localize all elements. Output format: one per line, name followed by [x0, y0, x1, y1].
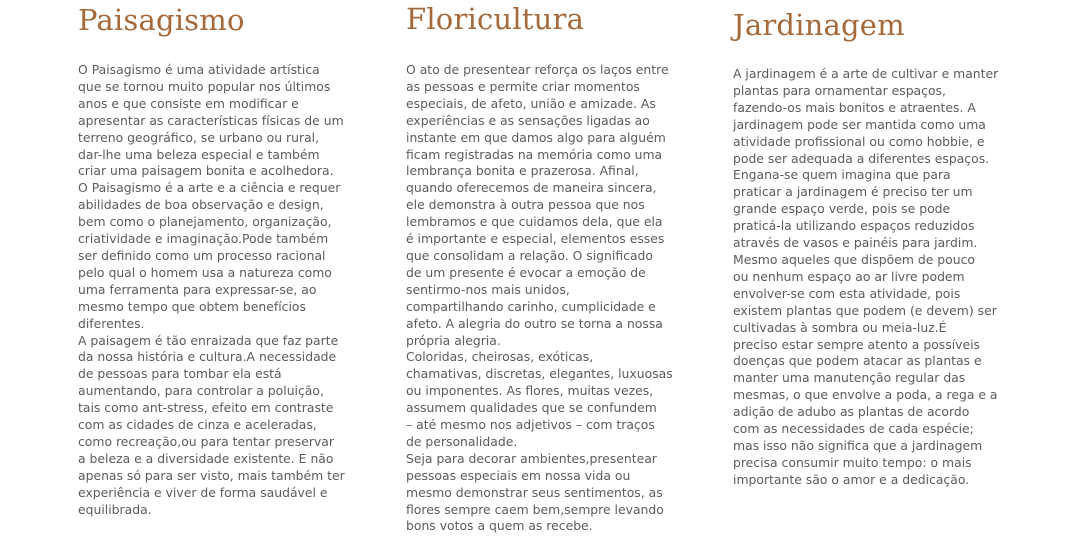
section-body — [78, 62, 362, 518]
text-line: praticá-la utilizando espaços reduzidos — [733, 218, 975, 234]
text-line: compartilhando carinho, cumplicidade e — [406, 298, 656, 314]
text-line: com as necessidades de cada espécie; — [733, 421, 974, 437]
text-line: Seja para decorar ambientes,presentear — [406, 450, 657, 466]
text-line: a beleza e a diversidade existente. E não — [78, 450, 334, 466]
text-line: especiais, de afeto, união e amizade. As — [406, 95, 656, 111]
text-line: abilidades de boa observação e design, — [78, 197, 324, 213]
text-line: as pessoas e permite criar momentos — [406, 78, 640, 94]
text-line: experiência e viver de forma saudável e — [78, 484, 328, 500]
text-line: praticar a jardinagem é preciso ter um — [733, 184, 973, 200]
text-line: mesmo demonstrar seus sentimentos, as — [406, 484, 663, 500]
section-body — [733, 66, 1017, 489]
text-line: de personalidade. — [406, 433, 518, 449]
text-line: mesmas, o que envolve a poda, a rega e a — [733, 387, 998, 403]
text-line: de pessoas para tombar ela está — [78, 366, 282, 382]
text-line: ou nenhum espaço ao ar livre podem — [733, 268, 965, 284]
text-line: cultivadas à sombra ou meia-luz.É — [733, 319, 947, 335]
text-line: pelo qual o homem usa a natureza como — [78, 264, 332, 280]
text-line: chamativas, discretas, elegantes, luxuosas — [406, 366, 673, 382]
text-line: própria alegria. — [406, 332, 501, 348]
column-jardinagem — [733, 0, 1017, 489]
text-line: aumentando, para controlar a poluição, — [78, 383, 324, 399]
text-line: diferentes. — [78, 315, 145, 331]
text-line: ser definido como um processo racional — [78, 247, 326, 263]
text-line: tais como ant-stress, efeito em contraste — [78, 400, 334, 416]
text-line: existem plantas que podem (e devem) ser — [733, 302, 997, 318]
text-line: adição de adubo as plantas de acordo — [733, 404, 970, 420]
text-line: de um presente é evocar a emoção de — [406, 264, 646, 280]
section-body — [406, 62, 690, 535]
text-line: dar-lhe uma beleza especial e também — [78, 146, 320, 162]
text-line: terreno geográfico, se urbano ou rural, — [78, 129, 320, 145]
text-line: A jardinagem é a arte de cultivar e manter — [733, 66, 999, 81]
section-title: Jardinagem — [733, 8, 905, 42]
text-line: ficam registradas na memória como uma — [406, 146, 663, 162]
text-line: – até mesmo nos adjetivos – com traços — [406, 417, 655, 433]
text-line: O Paisagismo é a arte e a ciência e requer — [78, 180, 341, 196]
column-floricultura — [406, 0, 690, 535]
text-line: afeto. A alegria do outro se torna a nossa — [406, 315, 663, 331]
text-line: apresentar as características físicas de um — [78, 112, 344, 128]
text-line: Mesmo aqueles que dispõem de pouco — [733, 251, 975, 267]
text-line: bons votos a quem as recebe. — [406, 518, 593, 534]
text-line: quando oferecemos de maneira sincera, — [406, 180, 657, 196]
text-line: com as cidades de cinza e aceleradas, — [78, 417, 317, 433]
text-line: experiências e as sensações ligadas ao — [406, 112, 650, 128]
text-line: apenas só para ser visto, mais também ter — [78, 467, 345, 483]
text-line: sentirmo-nos mais unidos, — [406, 281, 570, 297]
text-line: grande espaço verde, pois se pode — [733, 201, 951, 217]
text-line: assumem qualidades que se confundem — [406, 400, 657, 416]
text-line: Coloridas, cheirosas, exóticas, — [406, 349, 594, 365]
text-line: envolver-se com esta atividade, pois — [733, 285, 961, 301]
text-line: como recreação,ou para tentar preservar — [78, 433, 334, 449]
text-line: O Paisagismo é uma atividade artística — [78, 62, 320, 77]
text-line: precisa consumir muito tempo: o mais — [733, 454, 972, 470]
text-line: uma ferramenta para expressar-se, ao — [78, 281, 317, 297]
text-line: da nossa história e cultura.A necessidade — [78, 349, 337, 365]
text-line: instante em que damos algo para alguém — [406, 129, 666, 145]
text-line: flores sempre caem bem,sempre levando — [406, 501, 664, 517]
text-line: atividade profissional ou como hobbie, e — [733, 133, 985, 149]
text-line: mas isso não significa que a jardinagem — [733, 437, 983, 453]
text-line: ele demonstra à outra pessoa que nos — [406, 197, 645, 213]
section-title: Paisagismo — [78, 3, 245, 37]
section-title: Floricultura — [406, 2, 585, 36]
text-line: criar uma paisagem bonita e acolhedora. — [78, 163, 334, 179]
text-line: que consolidam a relação. O significado — [406, 247, 653, 263]
text-line: lembramos e que cuidamos dela, que ela — [406, 214, 663, 230]
text-line: jardinagem pode ser mantida como uma — [733, 116, 986, 132]
text-line: mesmo tempo que obtem benefícios — [78, 298, 306, 314]
text-line: bem como o planejamento, organização, — [78, 214, 332, 230]
text-line: importante são o amor e a dedicação. — [733, 471, 970, 487]
column-paisagismo — [78, 0, 362, 518]
text-line: preciso estar sempre atento a possíveis — [733, 336, 980, 352]
text-line: é importante e especial, elementos esses — [406, 231, 665, 247]
text-line: através de vasos e painéis para jardim. — [733, 235, 978, 251]
text-line: Engana-se quem imagina que para — [733, 167, 951, 183]
text-line: O ato de presentear reforça os laços entre — [406, 62, 669, 77]
text-line: que se tornou muito popular nos últimos — [78, 78, 331, 94]
text-line: pessoas especiais em nossa vida ou — [406, 467, 631, 483]
text-line: lembrança bonita e prazerosa. Afinal, — [406, 163, 639, 179]
text-line: criatividade e imaginação.Pode também — [78, 231, 329, 247]
text-line: A paisagem é tão enraizada que faz parte — [78, 332, 339, 348]
text-line: manter uma manutenção regular das — [733, 370, 966, 386]
text-line: anos e que consiste em modificar e — [78, 95, 299, 111]
text-line: fazendo-os mais bonitos e atraentes. A — [733, 99, 976, 115]
text-line: pode ser adequada a diferentes espaços. — [733, 150, 990, 166]
text-line: plantas para ornamentar espaços, — [733, 82, 946, 98]
text-line: doenças que podem atacar as plantas e — [733, 353, 982, 369]
text-line: equilibrada. — [78, 501, 152, 517]
text-line: ou imponentes. As flores, muitas vezes, — [406, 383, 654, 399]
